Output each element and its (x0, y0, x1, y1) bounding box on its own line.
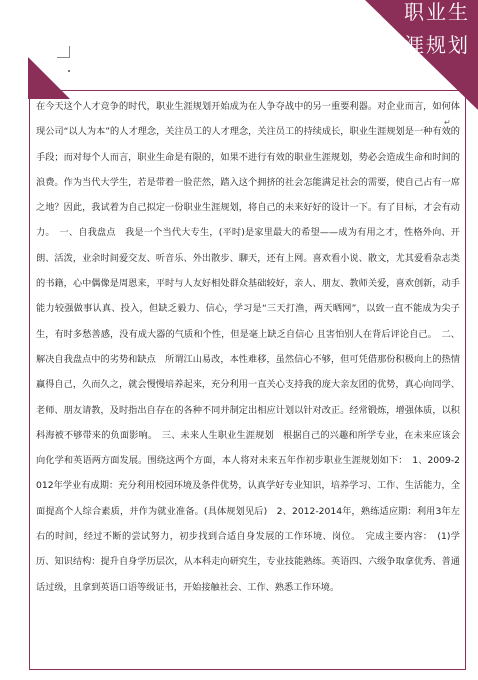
paragraph-return-icon: ↵ (444, 118, 451, 127)
banner-title: 职业生涯规划 (404, 0, 470, 57)
crop-mark-vertical (69, 46, 70, 58)
crop-mark-dot (68, 70, 70, 72)
document-body: 在今天这个人才竞争的时代，职业生涯规划开始成为在人争夺战中的另一重要利器。对企业而言，如何体现公司“以人为本”的人才理念，关注员工的人才理念，关注员工的持续成长，职业生涯规划是一种有效的手段；而对每个人而言，职业生命是有限的，如果不进行有效的职业生涯规划，势必会造成生命和时间的浪费。作为当代大学生，若是带着一脸茫然，踏入这个拥挤的社会怎能满足社会的需要，使自己占有一席之地？因此，我试着为自己拟定一份职业生涯规划，将自己的未来好好的设计一下。有了目标，才会有动力。 一、自我盘点 我是一个当代大专生，(平时)是家里最大的希望——成为有用之才，性格外向、开朗、活泼，业余时间爱交友、听音乐、外出散步、聊天，还有上网。喜欢看小说、散文，尤其爱看杂志类的书籍，心中偶像是周恩来，平时与人友好相处群众基础较好，亲人、朋友、教师关爱，喜欢创新，动手能力较强做事认真、投入，但缺乏毅力、信心，学习是“三天打渔，两天晒网”，以致一直不能成为尖子生，有时多愁善感，没有成大器的气质和个性，但是毫上缺乏自信心 且害怕别人在背后评论自己。 二、解决自我盘点中的劣势和缺点 所谓江山易改，本性难移，虽然信心不够，但可凭借那份积极向上的热情赢得自己，久而久之，就会慢慢培养起来，充分利用一直关心支持我的庞大亲友团的优势，真心向同学、老师、朋友请教，及时指出自存在的各种不同并制定出相应计划以针对改正。经常锻炼，增强体质，以积科海被不够带来的负面影响。 三、未来人生职业生涯规划 根据自己的兴趣和所学专业，在未来应该会向化学和英语两方面发展。围绕这两个方面，本人将对未来五年作初步职业生涯规划如下： 1、2009-2012年学业有成期：充分利用校园环境及条件优势，认真学好专业知识，培养学习、工作、生活能力，全面提高个人综合素质，并作为就业准备。(具体规划见后) 2、2012-2014年，熟练适应期：利用3年左右的时间，经过不断的尝试努力，初步找到合适自身发展的工作环境、岗位。 完成主要内容： (1)学历、知识结构：提升自身学历层次，从本科走向研究生，专业技能熟练。英语四、六级争取拿优秀、普通话过级，且拿到英语口语等级证书，开始接触社会、工作、熟悉工作环境。 (36, 101, 460, 593)
crop-mark-horizontal (57, 57, 69, 58)
